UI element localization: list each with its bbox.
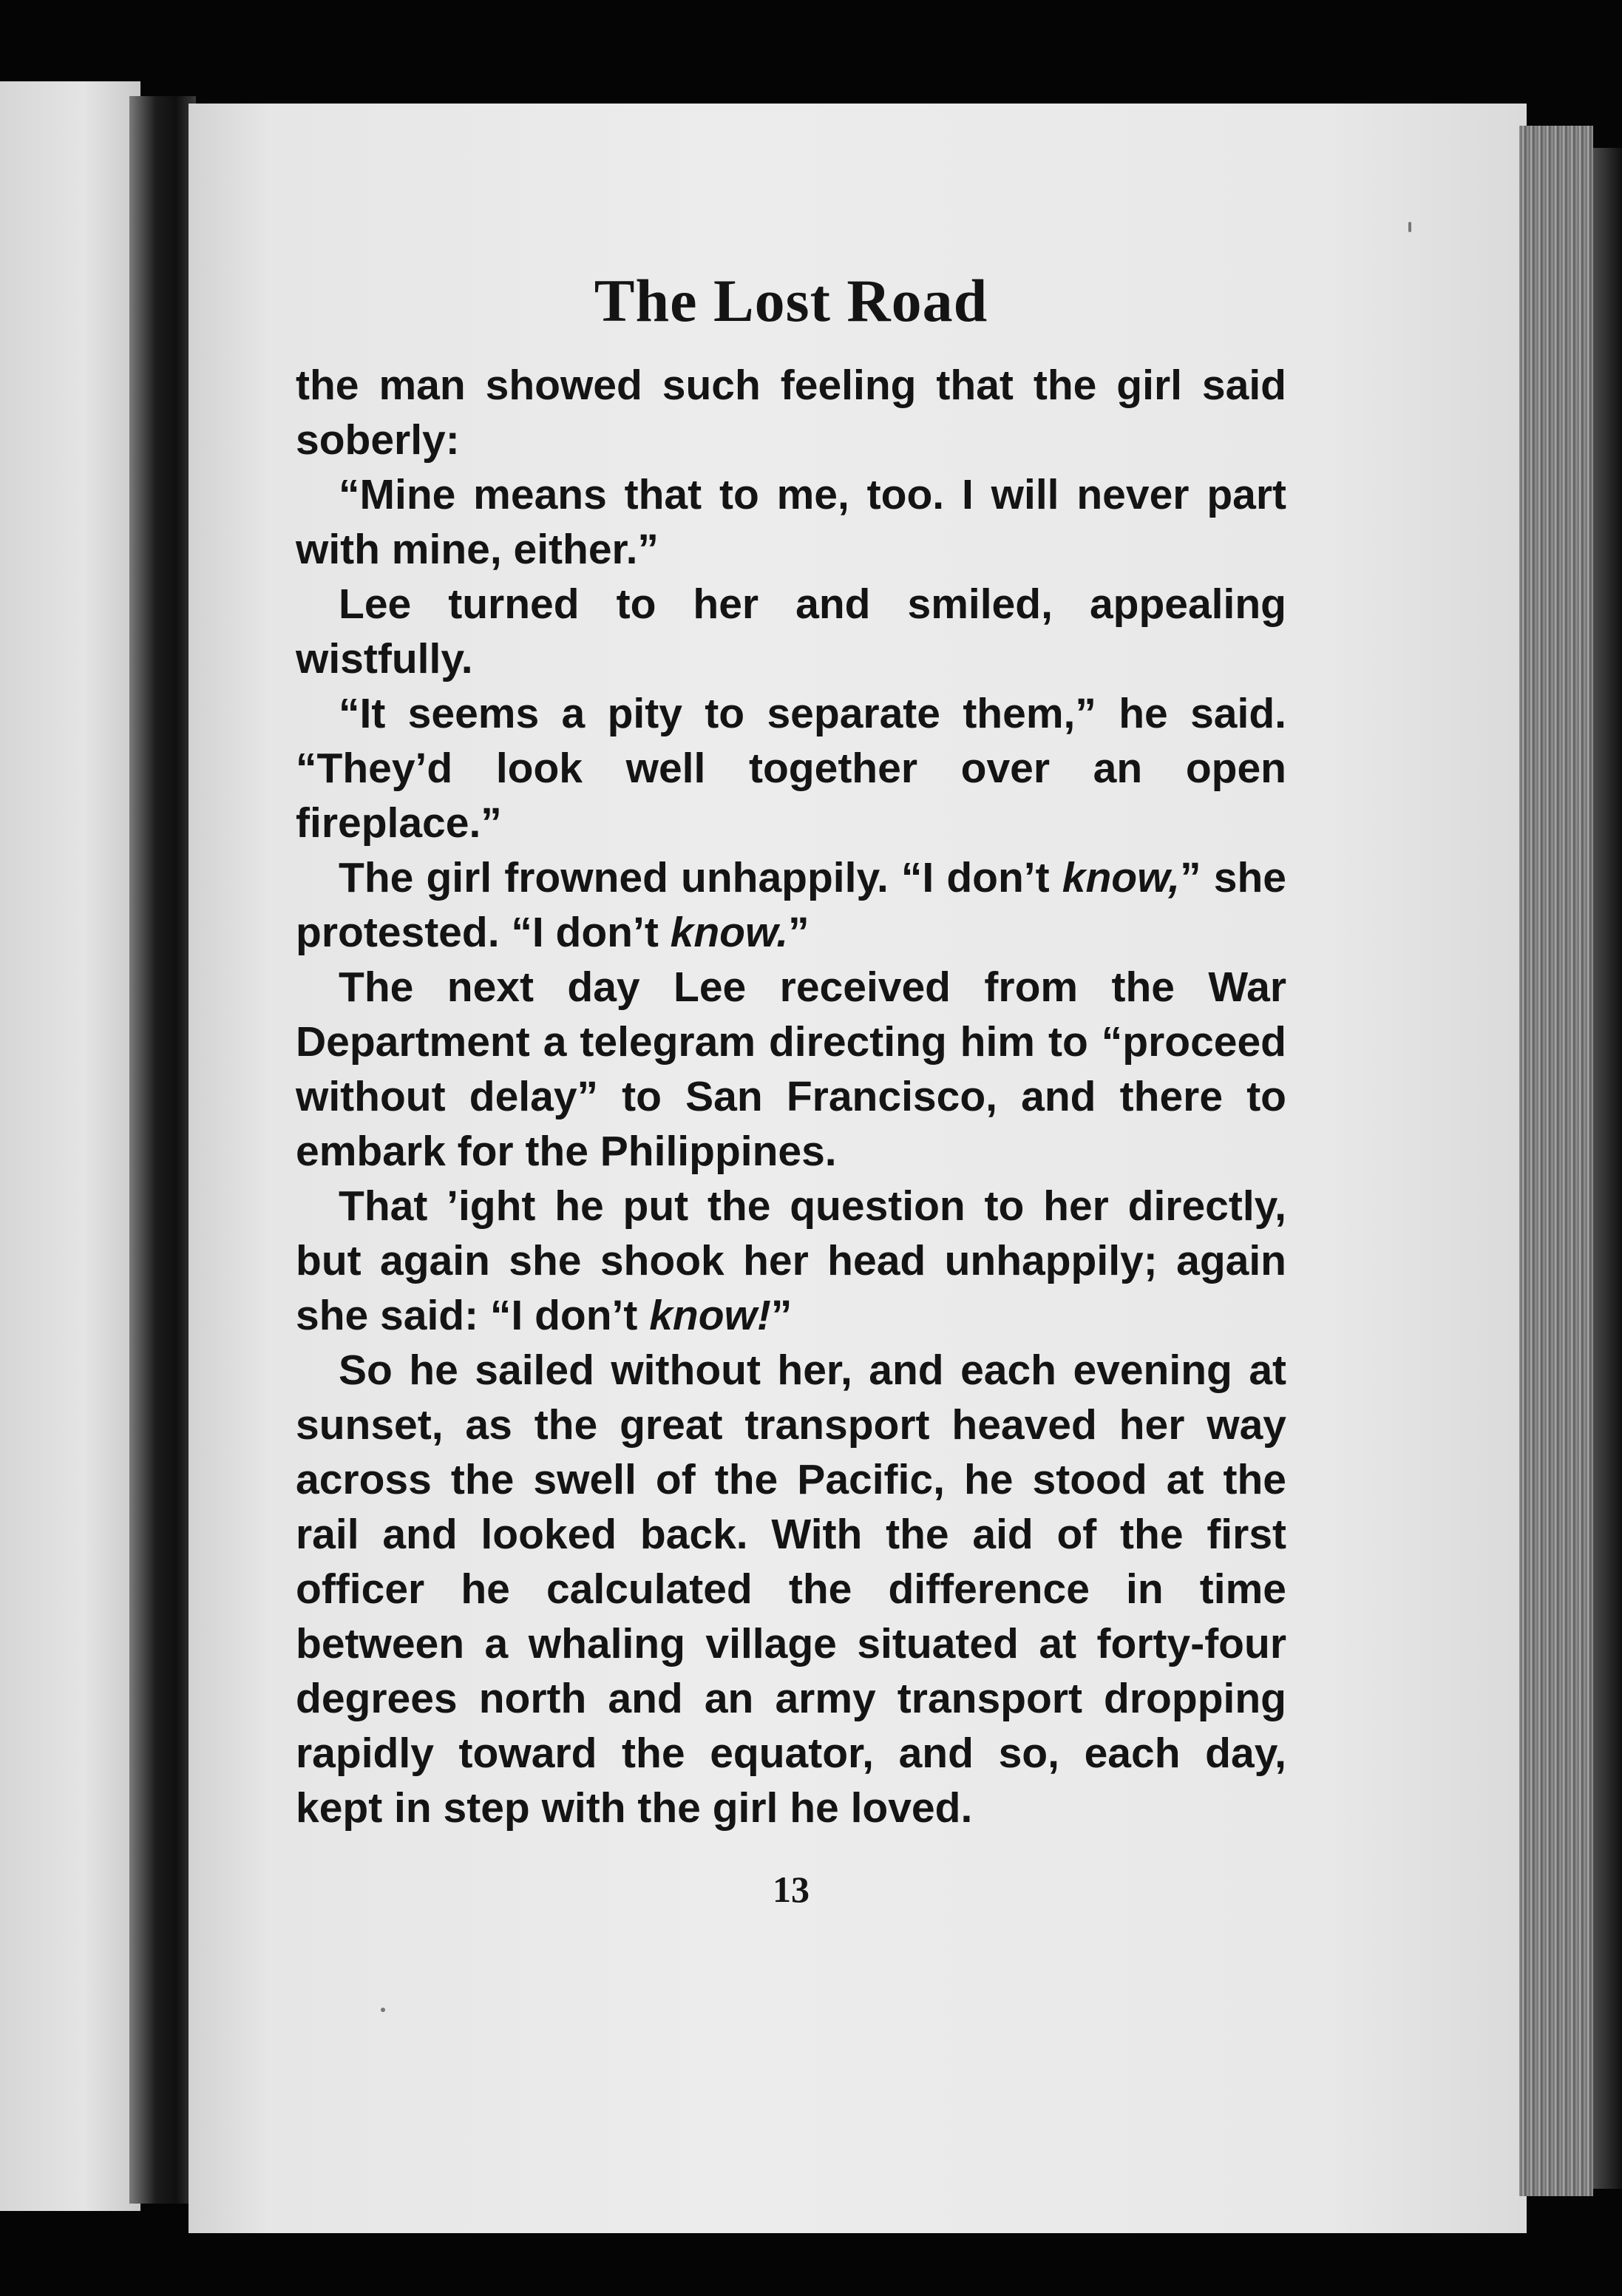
scan-speck [381, 2008, 385, 2012]
text-span: That ’ight he put the question to her directly, but again she shook her head unhappily; again she said: “I don’t [296, 1182, 1286, 1339]
text-span: The girl frowned unhappily. “I don’t [339, 854, 1062, 901]
paragraph-7 [296, 1179, 1286, 1343]
text-span: “It seems a pity to separate them,” he said. “They’d look well together over an open fireplace.” [296, 690, 1286, 847]
text-span: “Mine means that to me, too. I will never part with mine, either.” [296, 471, 1286, 573]
text-span: The next day Lee received from the War Department a telegram directing him to “proceed without delay” to San Francisco, and there to embark for the Philippines. [296, 964, 1286, 1175]
page-edge-shadow [1593, 148, 1622, 2189]
text-span: ” she protested. “I don’t [296, 854, 1286, 956]
scan-speck [1408, 222, 1411, 232]
italic-emphasis: know. [670, 909, 789, 956]
running-head: The Lost Road [594, 267, 988, 334]
text-span: ” [788, 909, 810, 956]
paragraph-3 [296, 577, 1286, 686]
text-span: the man showed such feeling that the girl said soberly: [296, 362, 1286, 464]
page-number: 13 [773, 1869, 810, 1910]
paragraph-2 [296, 467, 1286, 577]
italic-emphasis: know, [1062, 854, 1181, 901]
facing-page-edge [0, 81, 140, 2211]
text-span: Lee turned to her and smiled, appealing wistfully. [296, 580, 1286, 683]
paragraph-8 [296, 1343, 1286, 1835]
page-content [296, 266, 1286, 1911]
text-span: ” [770, 1292, 793, 1339]
paragraph-4 [296, 686, 1286, 850]
page-fore-edge [1519, 126, 1593, 2196]
paragraph-6 [296, 960, 1286, 1179]
book-gutter [129, 96, 196, 2204]
italic-emphasis: know! [649, 1292, 771, 1339]
paragraph-5 [296, 850, 1286, 960]
paragraph-1 [296, 358, 1286, 467]
text-span: So he sailed without her, and each evening at sunset, as the great transport heaved her way across the swell of the Pacific, he stood at the rail and looked back. With the aid of the first officer he calculated the difference in time between a whaling village situated at forty-four degrees north and an army transport dropping rapidly toward the equator, and so, each day, kept in step with the girl he loved. [296, 1347, 1286, 1832]
